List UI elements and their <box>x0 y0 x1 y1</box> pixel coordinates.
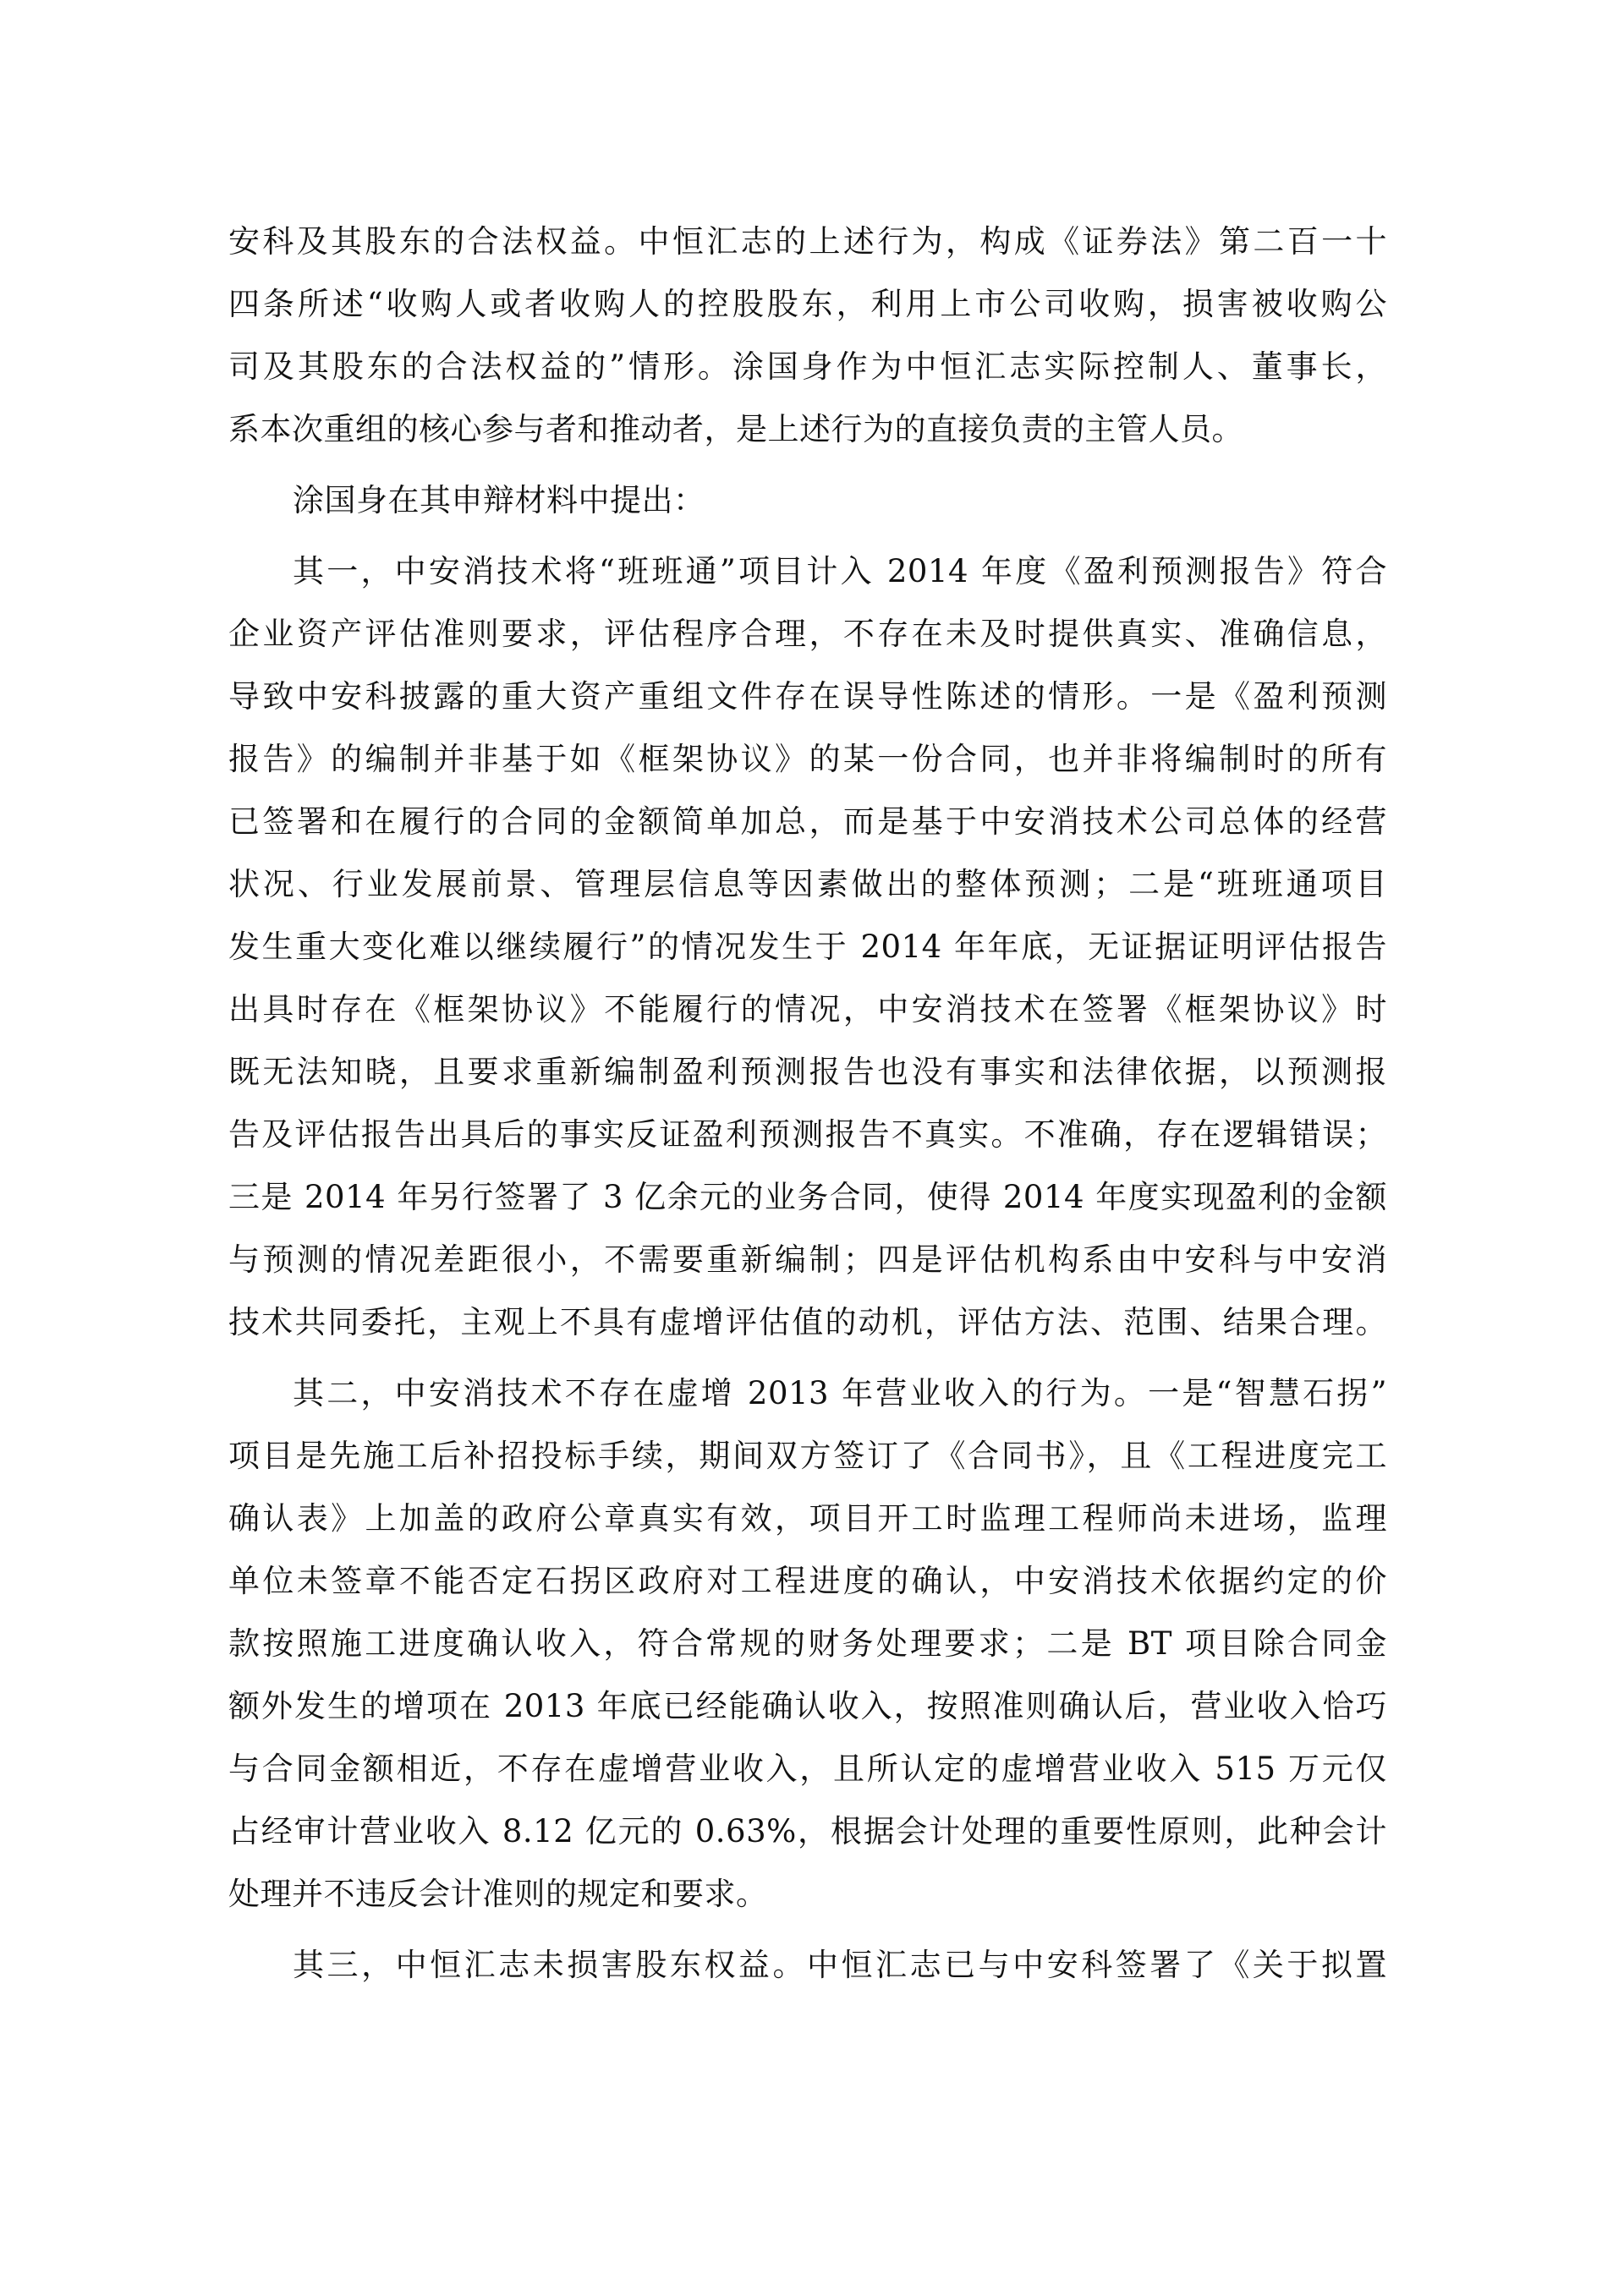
text-line: 司及其股东的合法权益的”情形。涂国身作为中恒汇志实际控制人、董事长， <box>228 348 1387 385</box>
text-line: 技术共同委托，主观上不具有虚增评估值的动机，评估方法、范围、结果合理。 <box>228 1304 1387 1340</box>
text-line: 额外发生的增项在 2013 年底已经能确认收入，按照准则确认后，营业收入恰巧 <box>228 1688 1387 1724</box>
text-line: 项目是先施工后补招投标手续，期间双方签订了《合同书》，且《工程进度完工 <box>228 1438 1387 1474</box>
text-line: 其三，中恒汇志未损害股东权益。中恒汇志已与中安科签署了《关于拟置 <box>293 1947 1387 1983</box>
text-line: 系本次重组的核心参与者和推动者，是上述行为的直接负责的主管人员。 <box>228 411 1243 447</box>
text-line: 款按照施工进度确认收入，符合常规的财务处理要求；二是 BT 项目除合同金 <box>228 1625 1387 1662</box>
text-line: 单位未签章不能否定石拐区政府对工程进度的确认，中安消技术依据约定的价 <box>228 1563 1387 1599</box>
text-line: 与合同金额相近，不存在虚增营业收入，且所认定的虚增营业收入 515 万元仅 <box>228 1751 1387 1787</box>
text-line: 占经审计营业收入 8.12 亿元的 0.63%，根据会计处理的重要性原则，此种会计 <box>228 1813 1387 1849</box>
text-line: 确认表》上加盖的政府公章真实有效，项目开工时监理工程师尚未进场，监理 <box>228 1500 1387 1537</box>
text-line: 与预测的情况差距很小，不需要重新编制；四是评估机构系由中安科与中安消 <box>228 1241 1387 1278</box>
paragraph-point-two <box>228 1362 1387 1926</box>
text-line: 涂国身在其申辩材料中提出： <box>293 482 705 518</box>
text-line: 状况、行业发展前景、管理层信息等因素做出的整体预测；二是“班班通项目 <box>228 866 1387 902</box>
text-line: 出具时存在《框架协议》不能履行的情况，中安消技术在签署《框架协议》时 <box>228 991 1387 1027</box>
text-line: 其一，中安消技术将“班班通”项目计入 2014 年度《盈利预测报告》符合 <box>293 553 1387 589</box>
text-line: 企业资产评估准则要求，评估程序合理，不存在未及时提供真实、准确信息， <box>228 616 1387 652</box>
text-line: 三是 2014 年另行签署了 3 亿余元的业务合同，使得 2014 年度实现盈利的金额 <box>228 1179 1387 1215</box>
text-line: 安科及其股东的合法权益。中恒汇志的上述行为，构成《证券法》第二百一十 <box>228 223 1387 260</box>
paragraph-point-one <box>228 540 1387 1354</box>
text-line: 报告》的编制并非基于如《框架协议》的某一份合同，也并非将编制时的所有 <box>228 741 1387 777</box>
text-line: 处理并不违反会计准则的规定和要求。 <box>228 1876 768 1912</box>
text-line: 告及评估报告出具后的事实反证盈利预测报告不真实。不准确，存在逻辑错误； <box>228 1116 1387 1153</box>
text-line: 四条所述“收购人或者收购人的控股股东，利用上市公司收购，损害被收购公 <box>228 286 1387 322</box>
paragraph-continuation <box>228 211 1387 461</box>
text-line: 其二，中安消技术不存在虚增 2013 年营业收入的行为。一是“智慧石拐” <box>293 1375 1387 1411</box>
document-page <box>228 211 1387 2005</box>
text-line: 导致中安科披露的重大资产重组文件存在误导性陈述的情形。一是《盈利预测 <box>228 678 1387 715</box>
paragraph-intro <box>228 469 1387 532</box>
text-line: 已签署和在履行的合同的金额简单加总，而是基于中安消技术公司总体的经营 <box>228 803 1387 840</box>
paragraph-point-three <box>228 1934 1387 1997</box>
text-line: 发生重大变化难以继续履行”的情况发生于 2014 年年底，无证据证明评估报告 <box>228 929 1387 965</box>
text-line: 既无法知晓，且要求重新编制盈利预测报告也没有事实和法律依据，以预测报 <box>228 1054 1387 1090</box>
